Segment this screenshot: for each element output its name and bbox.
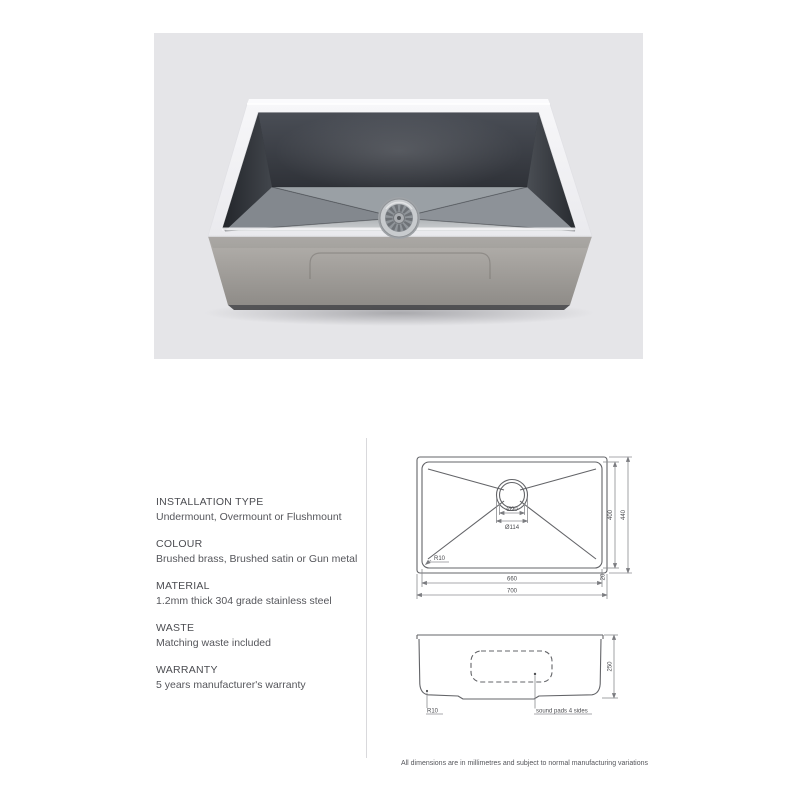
spec-heading: COLOUR (156, 538, 203, 550)
sink-body (208, 236, 592, 310)
dim-width-inner: 660 (506, 576, 518, 583)
plan-outline (417, 457, 607, 573)
side-view-diagram (395, 613, 650, 738)
plan-dimensions (417, 457, 632, 599)
side-annotations (426, 635, 618, 715)
dim-width-offset: 20 (600, 573, 607, 581)
sink-illustration (154, 33, 643, 359)
spec-value: 1.2mm thick 304 grade stainless steel (156, 595, 332, 607)
side-corner-radius-label: R10 (427, 708, 439, 715)
spec-warranty (156, 663, 358, 693)
spec-material (156, 579, 358, 609)
spec-heading: INSTALLATION TYPE (156, 496, 264, 508)
spec-list (156, 495, 358, 705)
sound-pads-label: sound pads 4 sides (536, 708, 588, 715)
spec-colour (156, 537, 358, 567)
spec-value: Matching waste included (156, 637, 271, 649)
spec-heading: MATERIAL (156, 580, 210, 592)
dim-drain-90: Ø90 (506, 507, 518, 513)
spec-installation-type (156, 495, 358, 525)
spec-value: Undermount, Overmount or Flushmount (156, 511, 342, 523)
product-photo (154, 33, 643, 359)
spec-waste (156, 621, 358, 651)
sound-pad-dashed-outline (471, 651, 552, 682)
side-outline (417, 635, 603, 699)
dim-width-outer: 700 (506, 588, 518, 595)
spec-value: Brushed brass, Brushed satin or Gun metal (156, 553, 358, 565)
spec-heading: WARRANTY (156, 664, 218, 676)
spec-value: 5 years manufacturer's warranty (156, 679, 306, 691)
dimensions-footnote: All dimensions are in millimetres and subject to normal manufacturing variations (400, 760, 648, 767)
dim-depth-inner: 400 (608, 509, 614, 521)
dim-corner-radius: R10 (433, 556, 446, 562)
spec-heading: WASTE (156, 622, 195, 634)
dim-depth-outer: 440 (621, 509, 627, 521)
dim-side-depth: 250 (607, 661, 614, 672)
plan-view-diagram (395, 438, 650, 608)
dim-drain-114: Ø114 (504, 525, 520, 531)
drain-strainer (378, 197, 420, 239)
vertical-divider (366, 438, 367, 758)
